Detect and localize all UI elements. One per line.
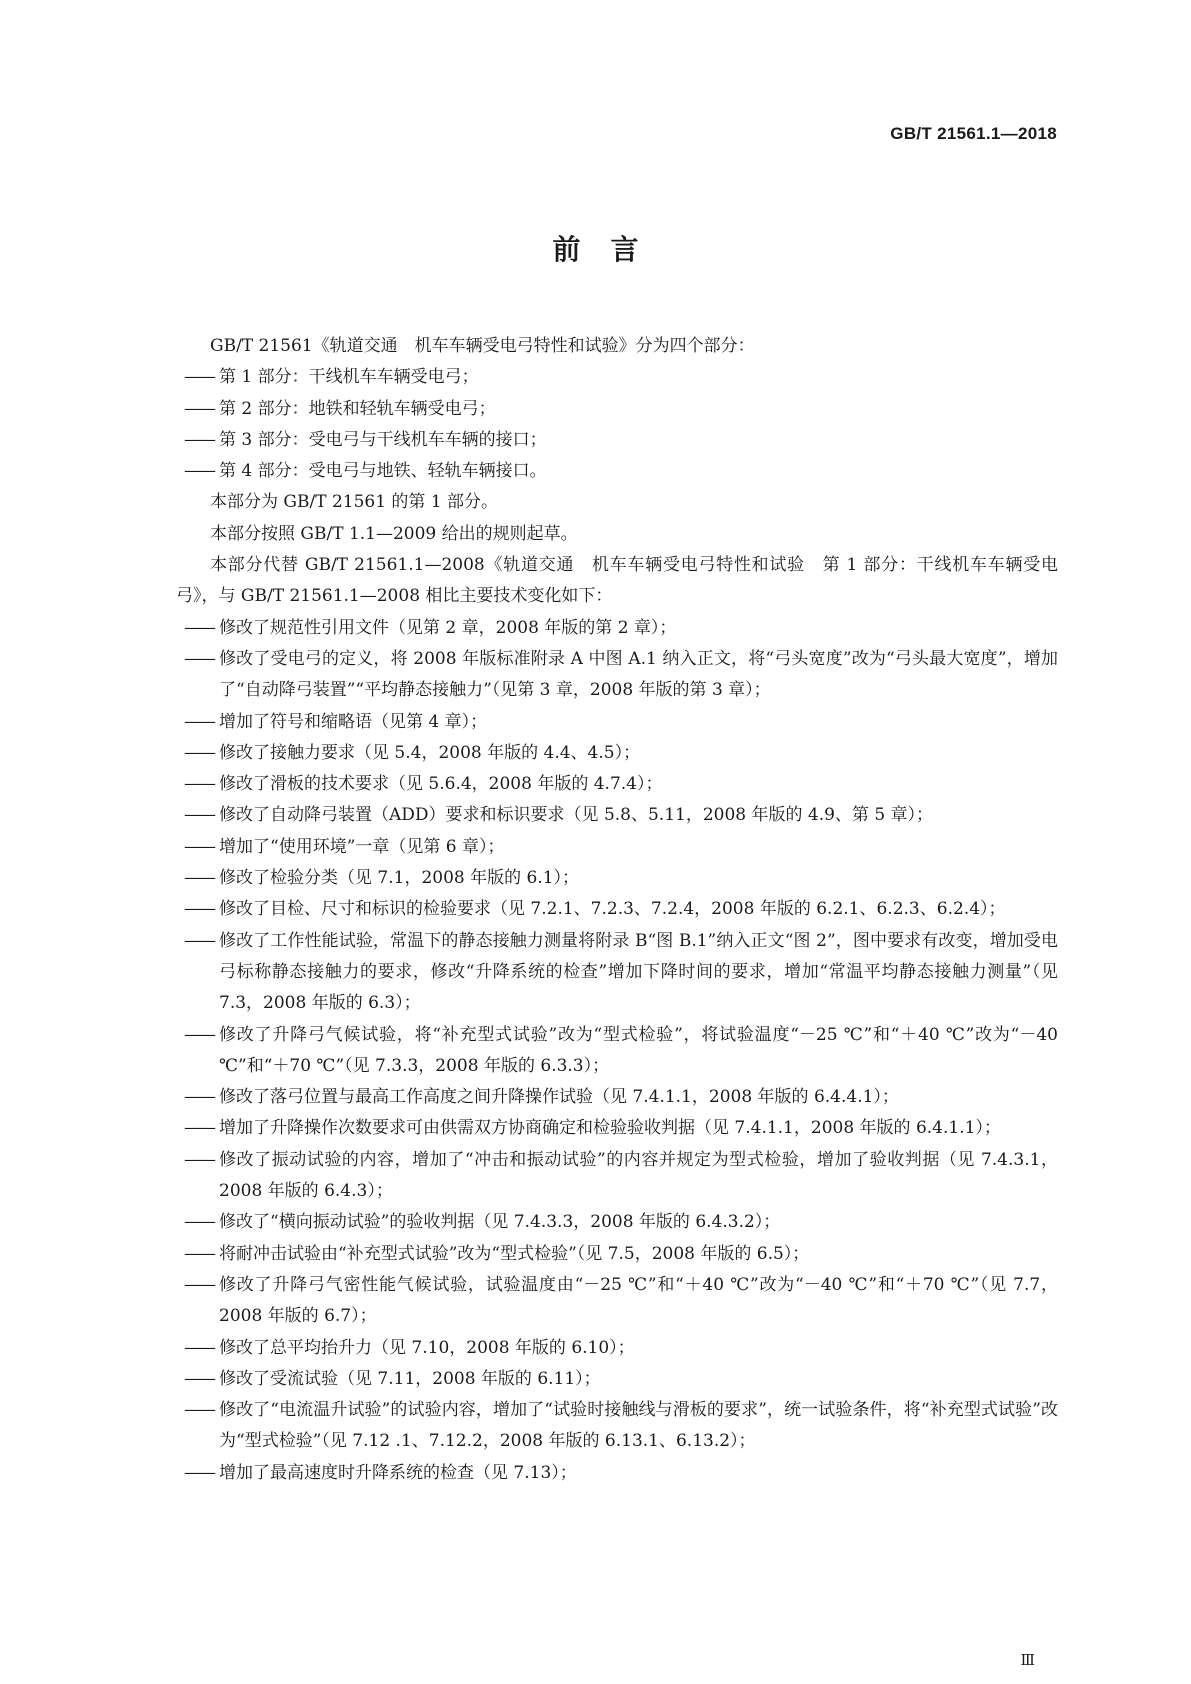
list-item-text: 第 4 部分：受电弓与地铁、轻轨车辆接口。 (219, 461, 547, 482)
replace-paragraph: 本部分代替 GB/T 21561.1—2008《轨道交通 机车车辆受电弓特性和试验 第 1 部分：干线机车车辆受电弓》，与 GB/T 21561.1—2008 相比主要技术变化如下： (176, 555, 1058, 607)
list-item (176, 362, 1058, 393)
rules-paragraph: 本部分按照 GB/T 1.1—2009 给出的规则起草。 (210, 523, 578, 544)
list-item (176, 1458, 1058, 1489)
dash-marker: —— (184, 1274, 214, 1295)
list-item (176, 894, 1058, 925)
dash-marker: —— (184, 711, 214, 732)
dash-marker: —— (184, 868, 214, 889)
list-item-text: 修改了接触力要求（见 5.4，2008 年版的 4.4、4.5）； (219, 742, 641, 763)
list-item (176, 1364, 1058, 1395)
dash-marker: —— (184, 1400, 214, 1421)
list-item (176, 425, 1058, 456)
list-item-text: 修改了自动降弓装置（ADD）要求和标识要求（见 5.8、5.11，2008 年版的 4.9、第 5 章）； (219, 805, 934, 826)
dash-marker: —— (184, 367, 214, 388)
list-item-text: 修改了落弓位置与最高工作高度之间升降操作试验（见 7.4.1.1，2008 年版的 6.4.4.1）； (219, 1087, 899, 1108)
parts-list (176, 362, 1058, 487)
dash-marker: —— (184, 805, 214, 826)
list-item (176, 707, 1058, 738)
list-item (176, 1020, 1058, 1083)
dash-marker: —— (184, 1118, 214, 1139)
list-item (176, 832, 1058, 863)
list-item-text: 修改了总平均抬升力（见 7.10，2008 年版的 6.10）； (219, 1337, 635, 1358)
list-item-text: 修改了受电弓的定义，将 2008 年版标准附录 A 中图 A.1 纳入正文，将“弓头宽度”改为“弓头最大宽度”，增加了“自动降弓装置”“平均静态接触力”（见第 3 章，2008 年版的第 3 章）； (219, 648, 1058, 701)
dash-marker: —— (184, 461, 214, 482)
list-item-text: 修改了受流试验（见 7.11，2008 年版的 6.11）； (219, 1368, 601, 1389)
dash-marker: —— (184, 1212, 214, 1233)
list-item (176, 1082, 1058, 1113)
list-item-text: 第 2 部分：地铁和轻轨车辆受电弓； (219, 398, 496, 419)
list-item (176, 1270, 1058, 1333)
dash-marker: —— (184, 742, 214, 763)
list-item-text: 增加了符号和缩略语（见第 4 章）； (219, 711, 488, 732)
list-item-text: 修改了“横向振动试验”的验收判据（见 7.4.3.3，2008 年版的 6.4.3.2）； (219, 1212, 781, 1233)
foreword-body (176, 331, 1058, 1489)
dash-marker: —— (184, 398, 214, 419)
list-item-text: 修改了工作性能试验，常温下的静态接触力测量将附录 B“图 B.1”纳入正文“图 2”，图中要求有改变，增加受电弓标称静态接触力的要求，修改“升降系统的检查”增加下降时间的要求，增加“常温平均静态接触力测量”（见 7.3，2008 年版的 6.3）； (219, 930, 1058, 1014)
list-item-text: 增加了“使用环境”一章（见第 6 章）； (219, 836, 505, 857)
dash-marker: —— (184, 429, 214, 450)
list-item-text: 修改了“电流温升试验”的试验内容，增加了“试验时接触线与滑板的要求”，统一试验条件，将“补充型式试验”改为“型式检验”（见 7.12 .1、7.12.2，2008 年版的 6.13.1、6.13.2）； (219, 1400, 1058, 1452)
list-item-text: 将耐冲击试验由“补充型式试验”改为“型式检验”（见 7.5，2008 年版的 6.5）； (219, 1243, 810, 1264)
list-item-text: 修改了规范性引用文件（见第 2 章，2008 年版的第 2 章）； (219, 617, 677, 638)
dash-marker: —— (184, 1462, 214, 1483)
list-item (176, 800, 1058, 831)
dash-marker: —— (184, 836, 214, 857)
list-item-text: 修改了目检、尺寸和标识的检验要求（见 7.2.1、7.2.3、7.2.4，2008 年版的 6.2.1、6.2.3、6.2.4）； (219, 899, 1006, 920)
list-item-text: 第 3 部分：受电弓与干线机车车辆的接口； (219, 429, 547, 450)
dash-marker: —— (184, 648, 214, 669)
dash-marker: —— (184, 1368, 214, 1389)
dash-marker: —— (184, 1024, 214, 1045)
list-item (176, 456, 1058, 487)
list-item-text: 修改了升降弓气密性能气候试验，试验温度由“－25 ℃”和“＋40 ℃”改为“－40 ℃”和“＋70 ℃”（见 7.7，2008 年版的 6.7）； (219, 1274, 1058, 1327)
standard-number: GB/T 21561.1—2018 (890, 124, 1057, 143)
list-item (176, 769, 1058, 800)
list-item (176, 1207, 1058, 1238)
intro-paragraph: GB/T 21561《轨道交通 机车车辆受电弓特性和试验》分为四个部分： (210, 336, 755, 356)
part-paragraph: 本部分为 GB/T 21561 的第 1 部分。 (210, 492, 499, 513)
dash-marker: —— (184, 617, 214, 638)
dash-marker: —— (184, 1087, 214, 1108)
list-item (176, 394, 1058, 425)
list-item-text: 修改了滑板的技术要求（见 5.6.4，2008 年版的 4.7.4）； (219, 774, 663, 795)
list-item (176, 1395, 1058, 1458)
list-item-text: 修改了检验分类（见 7.1，2008 年版的 6.1）； (219, 868, 580, 889)
list-item-text: 增加了升降操作次数要求可由供需双方协商确定和检验验收判据（见 7.4.1.1，2008 年版的 6.4.1.1）； (219, 1118, 1001, 1139)
dash-marker: —— (184, 1243, 214, 1264)
page-title: 前言 (552, 233, 669, 266)
list-item-text: 增加了最高速度时升降系统的检查（见 7.13）； (219, 1462, 577, 1483)
list-item (176, 863, 1058, 894)
list-item-text: 修改了振动试验的内容，增加了“冲击和振动试验”的内容并规定为型式检验，增加了验收判据（见 7.4.3.1，2008 年版的 6.4.3）； (219, 1149, 1058, 1202)
dash-marker: —— (184, 1337, 214, 1358)
list-item (176, 613, 1058, 644)
list-item (176, 1239, 1058, 1270)
dash-marker: —— (184, 774, 214, 795)
dash-marker: —— (184, 899, 214, 920)
list-item-text: 修改了升降弓气候试验，将“补充型式试验”改为“型式检验”，将试验温度“－25 ℃”和“＋40 ℃”改为“－40 ℃”和“＋70 ℃”（见 7.3.3，2008 年版的 6.3.3）； (219, 1024, 1058, 1076)
list-item (176, 1113, 1058, 1144)
dash-marker: —— (184, 930, 214, 951)
list-item (176, 644, 1058, 707)
changes-list (176, 613, 1058, 1489)
list-item (176, 1145, 1058, 1208)
dash-marker: —— (184, 1149, 214, 1170)
list-item (176, 1333, 1058, 1364)
page-number: Ⅲ (1020, 1651, 1035, 1669)
list-item-text: 第 1 部分：干线机车车辆受电弓； (219, 367, 479, 388)
list-item (176, 738, 1058, 769)
list-item (176, 926, 1058, 1020)
